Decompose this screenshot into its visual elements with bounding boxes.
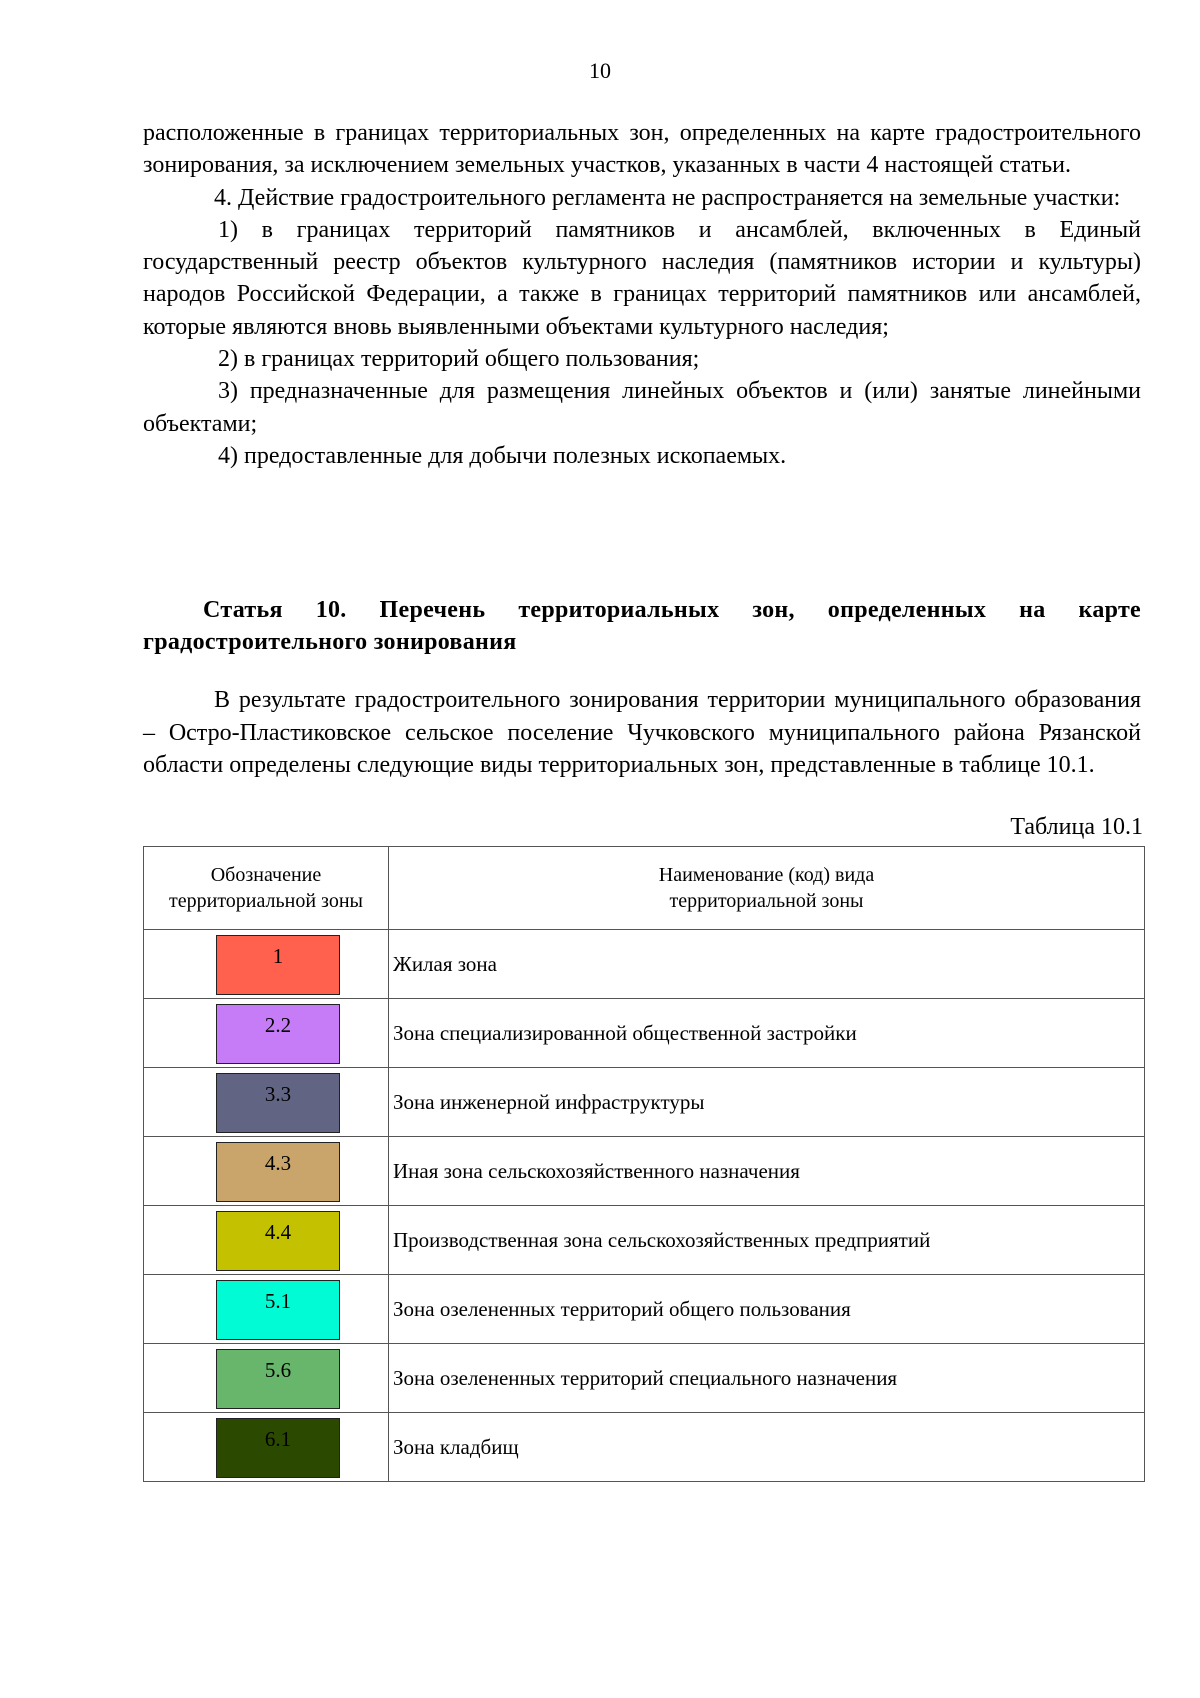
table-row [144,1206,1145,1275]
zones-table-body [144,930,1145,1482]
list-item-1: 1) в границах территорий памятников и ансамблей, включенных в Единый государственный реестр объектов культурного наследия (памятников истории и культуры) народов Российской Федерации, а также в границах территорий памятников или ансамблей, которые являются вновь выявленными объектами культурного наследия; [143,216,1141,340]
table-row [144,999,1145,1068]
zone-code-cell [144,1344,389,1413]
zone-code-cell [144,1137,389,1206]
zone-name-cell: Зона озелененных территорий специального назначения [389,1344,1145,1413]
zone-code-cell [144,1275,389,1344]
list-item-2: 2) в границах территорий общего пользования; [218,346,700,373]
paragraph-item-4: 4. Действие градостроительного регламента не распространяется на земельные участки: [214,184,1121,211]
zone-color-swatch: 4.4 [216,1211,340,1271]
zone-name-cell: Зона озелененных территорий общего пользования [389,1275,1145,1344]
header-code: Обозначение территориальной зоны [144,847,389,930]
paragraph: расположенные в границах территориальных зон, определенных на карте градостроительного зонирования, за исключением земельных участков, указанных в части 4 настоящей статьи. [143,120,1141,179]
zone-name-cell: Зона кладбищ [389,1413,1145,1482]
list-item-3: 3) предназначенные для размещения линейных объектов и (или) занятые линейными объектами; [143,378,1141,437]
header-name-text: Наименование (код) вида территориальной зоны [658,864,875,912]
table-row [144,1344,1145,1413]
table-caption: Таблица 10.1 [1010,814,1143,840]
table-header-row [144,847,1145,930]
article-heading: Статья 10. Перечень территориальных зон, определенных на карте градостроительного зонирования [143,597,1141,655]
zone-color-swatch: 1 [216,935,340,995]
zone-code-cell [144,1206,389,1275]
zone-name-cell: Жилая зона [389,930,1145,999]
list-item-4: 4) предоставленные для добычи полезных ископаемых. [218,442,787,469]
body-text [143,117,1141,472]
zone-color-swatch: 2.2 [216,1004,340,1064]
zone-color-swatch: 5.6 [216,1349,340,1409]
zone-color-swatch: 4.3 [216,1142,340,1202]
zone-name-cell: Зона специализированной общественной застройки [389,999,1145,1068]
zones-table [143,846,1145,1482]
zone-code-cell [144,999,389,1068]
intro-paragraph: В результате градостроительного зонирования территории муниципального образования – Остро-Пластиковское сельское поселение Чучковского муниципального района Рязанской области определены следующие виды территориальных зон, представленные в таблице 10.1. [143,687,1141,778]
zone-code-cell [144,1068,389,1137]
zone-name-cell: Иная зона сельскохозяйственного назначения [389,1137,1145,1206]
header-name [389,847,1145,930]
zone-name-cell: Производственная зона сельскохозяйственных предприятий [389,1206,1145,1275]
article-intro [143,684,1141,782]
table-row [144,930,1145,999]
table-row [144,1137,1145,1206]
page-number: 10 [589,58,611,83]
zone-color-swatch: 3.3 [216,1073,340,1133]
table-row [144,1275,1145,1344]
zone-code-cell [144,1413,389,1482]
zone-code-cell [144,930,389,999]
table-row [144,1413,1145,1482]
zone-color-swatch: 5.1 [216,1280,340,1340]
zone-name-cell: Зона инженерной инфраструктуры [389,1068,1145,1137]
table-row [144,1068,1145,1137]
zone-color-swatch: 6.1 [216,1418,340,1478]
